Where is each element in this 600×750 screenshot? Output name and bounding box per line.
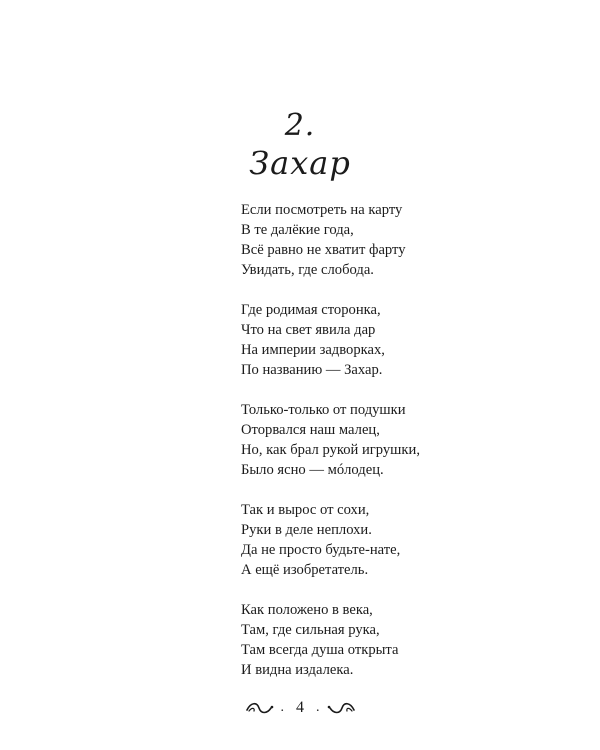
poem-line: На империи задворках, [241,342,385,358]
poem-line: Увидать, где слобода. [241,262,374,278]
stanza [241,300,571,380]
poem-line: Что на свет явила дар [241,322,376,338]
poem-line: Было ясно — мóлодец. [241,462,384,478]
chapter-title: Захар [249,144,351,182]
poem-line: И видна издалека. [241,662,354,678]
chapter-number: 2. [284,108,316,143]
poem-line: Но, как брал рукой игрушки, [241,442,420,458]
stanza [241,200,571,280]
poem-line: Да не просто будьте-нате, [241,542,401,558]
poem-line: Руки в деле неплохи. [241,522,372,538]
stanza [241,500,571,580]
stanza [241,400,571,480]
stanza [241,600,571,680]
poem-line: Там, где сильная рука, [241,622,380,638]
poem-line: Где родимая сторонка, [241,302,381,318]
poem-line: Всё равно не хватит фарту [241,242,406,258]
page-number: 4 [296,699,304,716]
poem-line: Если посмотреть на карту [241,202,403,218]
page-footer [0,693,600,723]
flourish-right-icon [326,698,356,718]
poem-line: По названию — Захар. [241,362,383,378]
flourish-left-icon [245,698,275,718]
poem-line: Как положено в века, [241,602,373,618]
poem-line: Так и вырос от сохи, [241,502,370,518]
poem-line: Оторвался наш малец, [241,422,380,438]
footer-dot: . [316,700,320,715]
poem-line: Только-только от подушки [241,402,406,418]
footer-dot: . [280,700,284,715]
poem-line: А ещё изобретатель. [241,562,369,578]
poem [241,200,571,680]
poem-line: В те далёкие года, [241,222,354,238]
poem-line: Там всегда душа открыта [241,642,399,658]
